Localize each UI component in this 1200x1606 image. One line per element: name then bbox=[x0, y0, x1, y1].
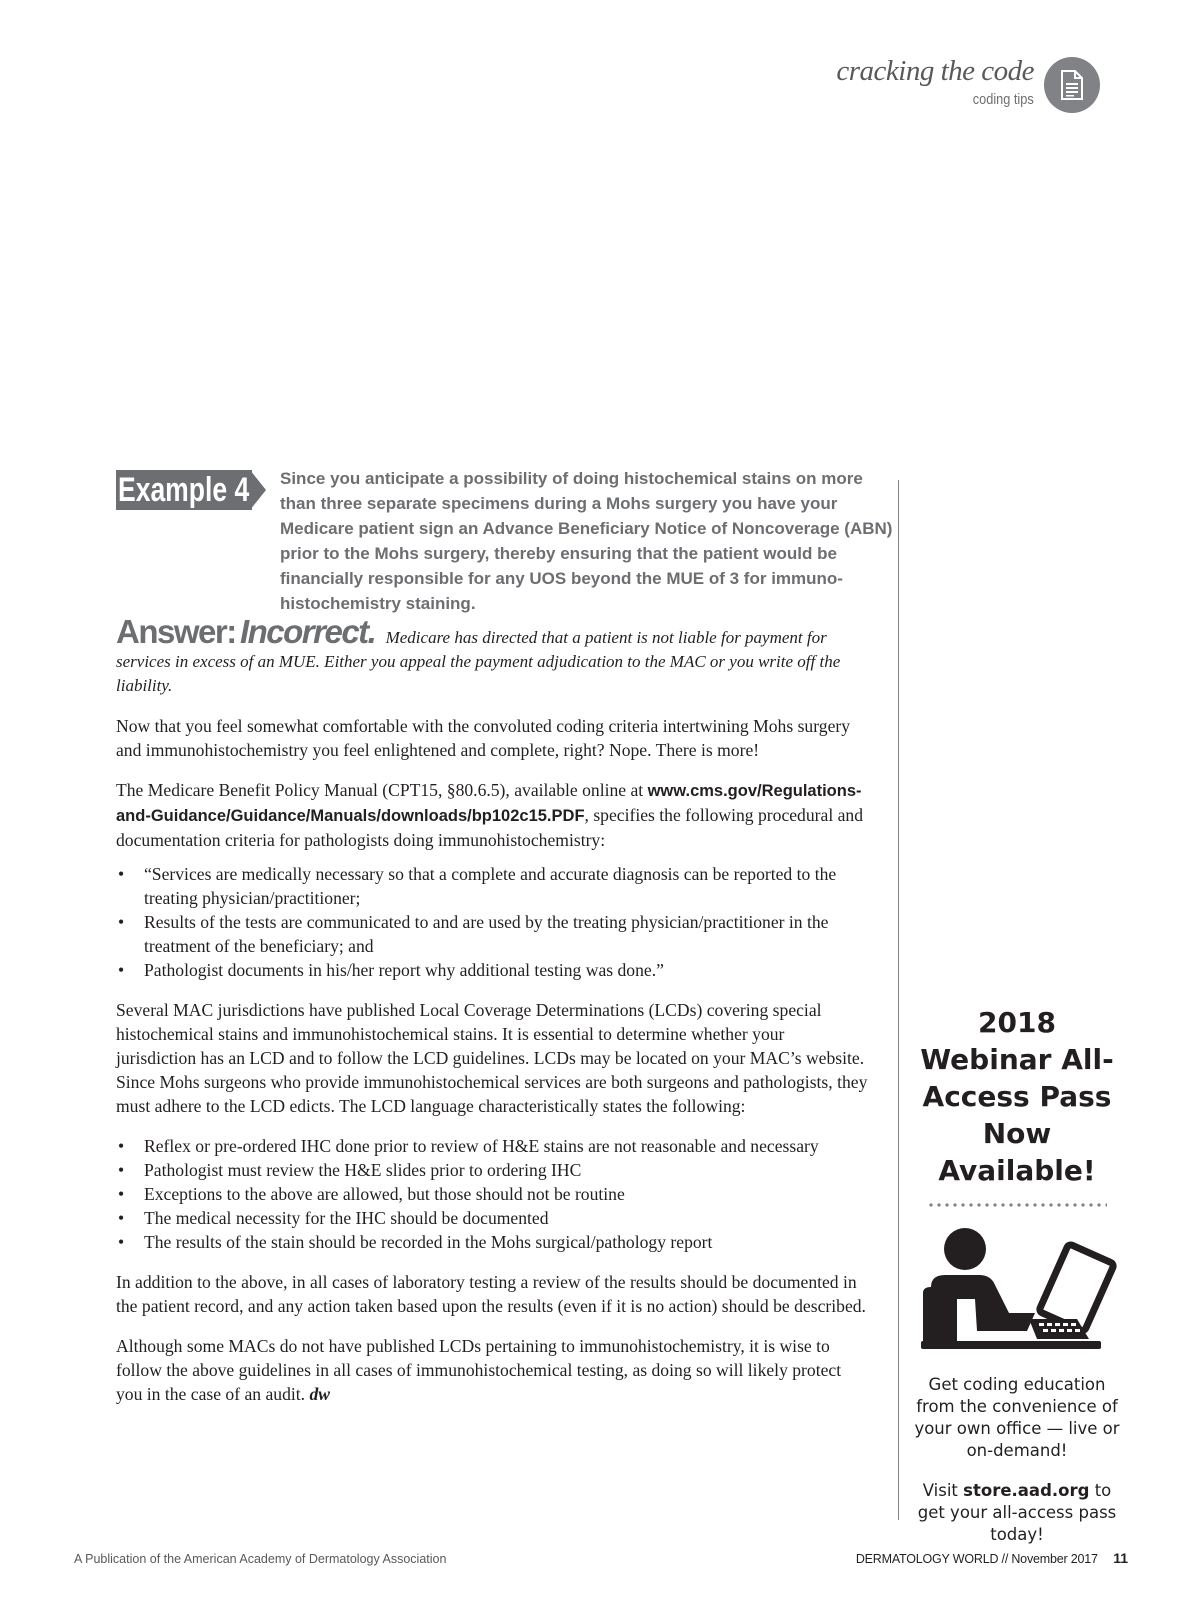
list-item: • Reflex or pre-ordered IHC done prior to review of H&E stains are not reasonable and necessary bbox=[118, 1136, 819, 1156]
answer-verdict: Incorrect. bbox=[239, 613, 376, 650]
bullet-icon: • bbox=[118, 1184, 125, 1204]
bullet-icon: • bbox=[118, 1136, 125, 1156]
paragraph-5: Although some MACs do not have published LCDs pertaining to immunohistochemistry, it is wise to follow the above guidelines in all cases of immunohistochemical testing, as doing so will likely protect you in the case of an audit. dw bbox=[116, 1336, 842, 1404]
author-signature: dw bbox=[309, 1384, 331, 1404]
sidebar-title: 2018 Webinar All-Access Pass Now Available! bbox=[920, 1006, 1114, 1187]
paragraph-4: In addition to the above, in all cases of laboratory testing a review of the results should be documented in the patient record, and any action taken based upon the results (even if it is no action) should be described. bbox=[116, 1272, 866, 1316]
dotted-divider bbox=[927, 1203, 1107, 1207]
bullet-icon: • bbox=[118, 1208, 125, 1228]
bullet-icon: • bbox=[118, 1160, 125, 1180]
sidebar-description: Get coding education from the convenience of your own office — live or on-demand! bbox=[914, 1375, 1120, 1460]
bullet-icon: • bbox=[118, 960, 125, 980]
webinar-sidebar bbox=[912, 1004, 1122, 1546]
document-icon bbox=[1044, 57, 1100, 113]
sidebar-cta: Visit store.aad.org to get your all-access pass today! bbox=[917, 1481, 1117, 1544]
bullet-icon: • bbox=[118, 864, 125, 884]
paragraph-2-intro: The Medicare Benefit Policy Manual (CPT15, §80.6.5), available online at bbox=[116, 780, 644, 800]
column-divider bbox=[898, 480, 899, 1520]
example-block bbox=[116, 469, 893, 618]
list-item: • The results of the stain should be recorded in the Mohs surgical/pathology report bbox=[118, 1232, 713, 1252]
example-tag: Example 4 bbox=[116, 470, 252, 510]
article-body bbox=[116, 469, 893, 1406]
list-item: • Exceptions to the above are allowed, but those should not be routine bbox=[118, 1184, 625, 1204]
answer-label: Answer: bbox=[116, 613, 236, 650]
list-item: • Pathologist documents in his/her report why additional testing was done.” bbox=[118, 960, 664, 980]
footer-publisher: A Publication of the American Academy of Dermatology Association bbox=[74, 1552, 447, 1566]
example-text: Since you anticipate a possibility of doing histochemical stains on more than three separate specimens during a Mohs surgery you have your Medicare patient sign an Advance Beneficiary Notice of Noncoverage (ABN) prior to the Mohs surgery, thereby ensuring that the patient would be financially responsible for any UOS beyond the MUE of 3 for immuno-histochemistry staining. bbox=[280, 469, 893, 613]
page-number: 11 bbox=[1113, 1550, 1128, 1566]
list-item: • Pathologist must review the H&E slides prior to ordering IHC bbox=[118, 1160, 582, 1180]
paragraph-1: Now that you feel somewhat comfortable with the convoluted coding criteria intertwining Mohs surgery and immunohistochemistry you feel enlightened and complete, right? Nope. There is more! bbox=[116, 716, 851, 760]
list-item: • “Services are medically necessary so that a complete and accurate diagnosis can be reported to the treating physician/practitioner; bbox=[118, 864, 837, 908]
cms-manual-link[interactable]: www.cms.gov/Regulations-and-Guidance/Guidance/Manuals/downloads/bp102c15.PDF bbox=[116, 782, 862, 825]
list-item: • The medical necessity for the IHC should be documented bbox=[118, 1208, 549, 1228]
paragraph-2-rest: , specifies the following procedural and documentation criteria for pathologists doing immunohistochemistry: bbox=[116, 805, 864, 850]
section-header bbox=[836, 55, 1100, 115]
answer-block bbox=[116, 613, 868, 698]
section-subtitle: coding tips bbox=[973, 91, 1034, 108]
section-title: cracking the code bbox=[836, 55, 1034, 87]
publication-name: DERMATOLOGY WORLD // November 2017 bbox=[855, 1552, 1098, 1566]
paragraph-2 bbox=[116, 778, 868, 852]
paragraph-3: Several MAC jurisdictions have published Local Coverage Determinations (LCDs) covering special histochemical stains and immunohistochemical stains. It is essential to determine whether your jurisdiction has an LCD and to follow the LCD guidelines. LCDs may be located on your MAC’s website. Since Mohs surgeons who provide immunohistochemical services are both surgeons and pathologists, they must adhere to the LCD edicts. The LCD language characteristically states the following: bbox=[116, 1000, 868, 1116]
lcd-list bbox=[116, 1134, 868, 1254]
bullet-icon: • bbox=[118, 912, 125, 932]
answer-text: Medicare has directed that a patient is not liable for payment for services in excess of an MUE. Either you appeal the payment adjudication to the MAC or you write off the liability. bbox=[116, 628, 841, 695]
store-link[interactable]: store.aad.org bbox=[963, 1481, 1090, 1500]
footer-issue bbox=[856, 1550, 1128, 1566]
list-item: • Results of the tests are communicated to and are used by the treating physician/practitioner in the treatment of the beneficiary; and bbox=[118, 912, 829, 956]
bullet-icon: • bbox=[118, 1232, 125, 1252]
person-at-laptop-icon bbox=[917, 1227, 1117, 1352]
criteria-list bbox=[116, 862, 868, 982]
example-arrow-icon bbox=[250, 470, 266, 510]
